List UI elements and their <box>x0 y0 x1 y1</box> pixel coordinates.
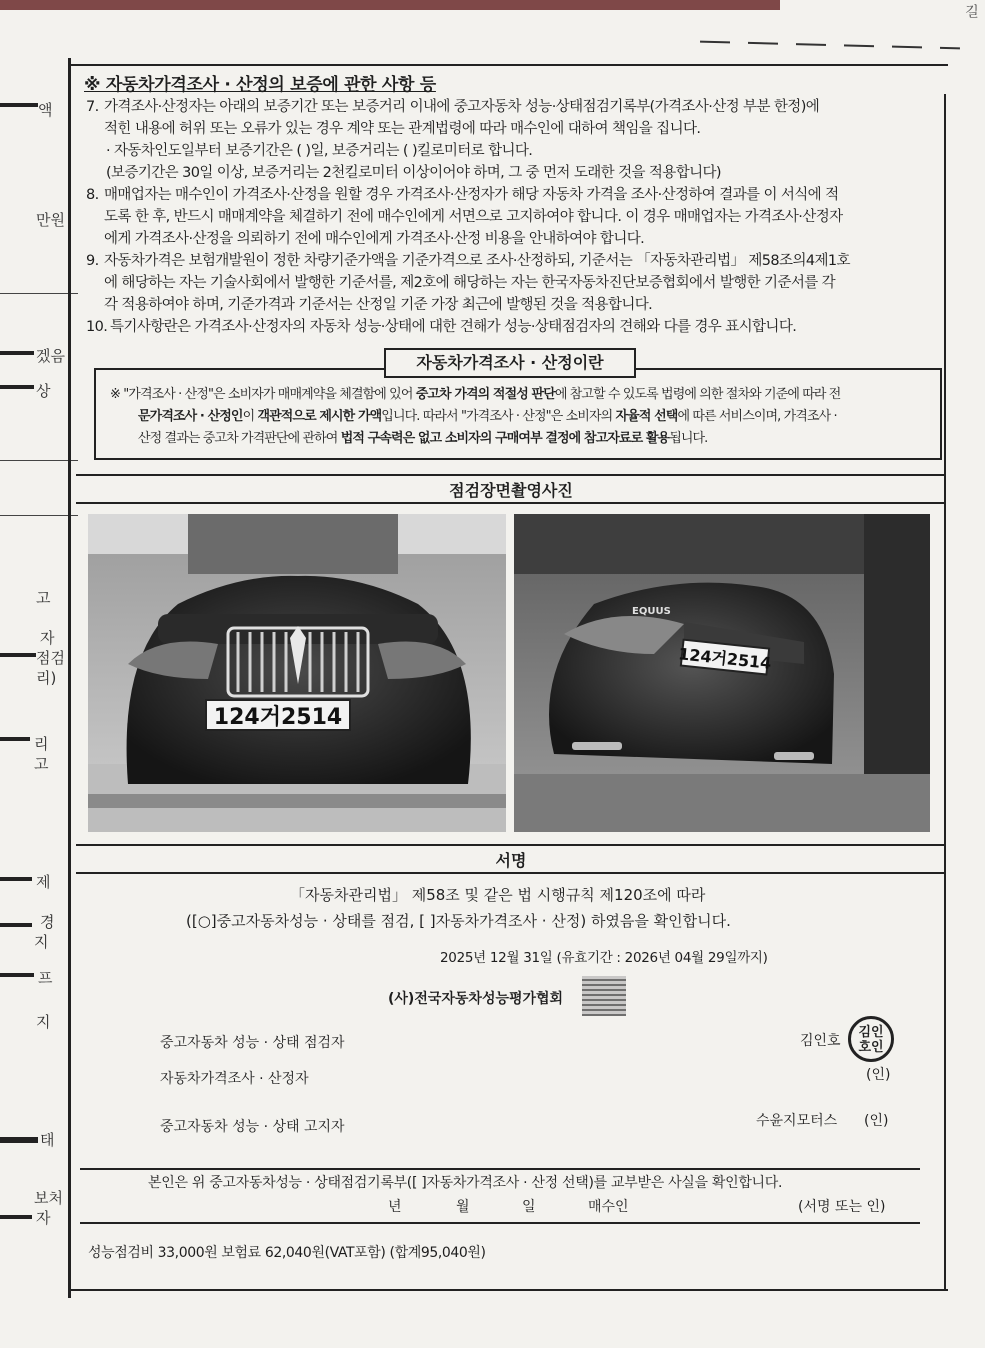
strip-text: 지 <box>34 933 49 951</box>
front-plate-text: 124거2514 <box>213 705 343 730</box>
item-number: 8. <box>86 187 99 203</box>
strip-text: 보처 <box>34 1189 63 1207</box>
strip-text: 만원 <box>36 211 65 229</box>
strip-rule <box>0 460 78 461</box>
redaction-bar <box>0 1215 32 1219</box>
def-text-part: 에 따른 서비스이며, 가격조사 · <box>677 409 837 424</box>
strip-rule <box>0 515 78 516</box>
strip-text: 자 <box>36 1209 51 1227</box>
def-text-part: ※ "가격조사 · 산정"은 소비자가 매매계약을 체결함에 있어 <box>110 387 416 402</box>
role-notifier: 중고자동차 성능 · 상태 고지자 <box>160 1119 345 1135</box>
redaction-bar <box>0 923 32 927</box>
redaction-bar <box>0 351 34 355</box>
strip-text: 경 <box>40 913 55 931</box>
inspector-seal-stamp <box>848 1016 894 1062</box>
def-text-bold: 자율적 선택 <box>615 409 678 424</box>
redaction-bar <box>0 653 36 657</box>
strip-text: 리) <box>36 669 57 687</box>
item-number: 7. <box>86 99 99 115</box>
notifier-seal-mark: (인) <box>864 1113 889 1129</box>
strip-text: 상 <box>36 382 51 400</box>
frame-bottom-rule <box>68 1289 948 1291</box>
def-text-part: 이 <box>242 409 258 424</box>
corner-text: 길 <box>963 4 979 18</box>
item-8 <box>86 184 944 250</box>
strip-text: 고 <box>36 589 51 607</box>
front-inspection-photo <box>88 514 506 832</box>
def-text-bold: 중고차 가격의 적절성 판단 <box>415 387 555 402</box>
section-rule <box>76 872 946 874</box>
strip-text: 태 <box>40 1131 55 1149</box>
def-text-bold: 법적 구속력은 없고 소비자의 구매여부 결정에 참고자료로 활용 <box>340 431 670 446</box>
photos-heading: 점검장면촬영사진 <box>449 481 573 500</box>
section-rule <box>76 844 946 846</box>
dashed-line <box>700 41 960 50</box>
receipt-day-label: 일 <box>522 1199 536 1215</box>
strip-text: 액 <box>38 101 53 119</box>
strip-text: 리 <box>34 735 49 753</box>
seal-text: 호인 <box>858 1040 884 1055</box>
item-number: 10. <box>86 319 108 335</box>
section-title: ※ 자동차가격조사 · 산정의 보증에 관한 사항 등 <box>84 75 436 95</box>
item-text: 매매업자는 매수인이 가격조사·산정을 원할 경우 가격조사·산정자가 해당 자동차 가격을 조사·산정하여 결과를 이 서식에 적 도록 한 후, 반드시 매매계약을 체결하기 전에 매수인에게 서면으로 고지하여야 합니다. 이 경우 매매업자는 가격조사·산정자 에게 가격조사·산정을 의뢰하기 전에 매수인에게 가격조사·산정 비용을 안내하여야 합니다. <box>104 187 843 247</box>
def-text-bold: 객관적으로 제시한 가액 <box>257 409 382 424</box>
definition-title: 자동차가격조사 · 산정이란 <box>384 348 636 378</box>
frame-right-rule <box>944 94 946 1290</box>
receipt-month-label: 월 <box>456 1199 470 1215</box>
item-number: 9. <box>86 253 99 269</box>
signature-heading: 서명 <box>495 851 527 870</box>
redaction-bar <box>0 385 34 389</box>
definition-text <box>110 384 930 450</box>
buyer-label: 매수인 <box>588 1199 629 1215</box>
receipt-statement: 본인은 위 중고자동차성능 · 상태점검기록부([ ]자동차가격조사 · 산정 선택)를 교부받은 사실을 확인합니다. <box>148 1175 783 1191</box>
redaction-bar <box>0 737 30 741</box>
item-10 <box>86 316 944 338</box>
inspection-confirmation: ([○]중고자동차성능 · 상태를 점검, [ ]자동차가격조사 · 산정) 하였음을 확인합니다. <box>186 912 731 930</box>
def-text-part: 입니다. 따라서 "가격조사 · 산정"은 소비자의 <box>381 409 616 424</box>
rear-inspection-photo <box>514 514 930 832</box>
redaction-bar <box>0 1137 38 1143</box>
item-text: 특기사항란은 가격조사·산정자의 자동차 성능·상태에 대한 견해가 성능·상태점검자의 견해와 다를 경우 표시합니다. <box>110 319 797 335</box>
strip-text: 고 <box>34 755 49 773</box>
notifier-name: 수윤지모터스 <box>756 1113 838 1129</box>
buyer-signature-field[interactable]: (서명 또는 인) <box>798 1199 886 1215</box>
item-9 <box>86 250 944 316</box>
section-rule <box>76 474 946 476</box>
def-text-part: 산정 결과는 중고차 가격판단에 관하여 <box>138 431 341 446</box>
receipt-year-label: 년 <box>388 1199 402 1215</box>
item-7 <box>86 96 944 140</box>
def-text-bold: 문가격조사 · 산정인 <box>138 409 243 424</box>
inspector-name: 김인호 <box>800 1033 841 1049</box>
legal-basis: 「자동차관리법」 제58조 및 같은 법 시행규칙 제120조에 따라 <box>290 886 706 904</box>
role-price-assessor: 자동차가격조사 · 산정자 <box>160 1071 309 1087</box>
item-7-sub: · 자동차인도일부터 보증기간은 ( )일, 보증거리는 ( )킬로미터로 합니다. (보증기간은 30일 이상, 보증거리는 2천킬로미터 이상이어야 하며, 그 중 먼저 도래한 것을 적용합니다) <box>106 143 721 181</box>
def-text-part: 에 참고할 수 있도록 법령에 의한 절차와 기준에 따라 전 <box>554 387 841 402</box>
assessor-seal-mark: (인) <box>866 1067 891 1083</box>
fee-summary: 성능점검비 33,000원 보험료 62,040원(VAT포함) (합계95,040원) <box>88 1245 486 1261</box>
role-inspector: 중고자동차 성능 · 상태 점검자 <box>160 1035 345 1051</box>
guarantee-items <box>86 96 944 338</box>
item-text: 자동차가격은 보험개발원이 정한 차량기준가액을 기준가격으로 조사·산정하되, 기준서는 「자동차관리법」 제58조의4제1호 에 해당하는 자는 기술사회에서 발행한 기준서를, 제2호에 해당하는 자는 한국자동차진단보증협회에서 발행한 기준서를 각 각 적용하여야 하며, 기준가격과 기준서는 산정일 기준 가장 최근에 발행된 것을 적용합니다. <box>104 253 850 313</box>
frame-top-rule <box>68 64 948 66</box>
strip-text: 제 <box>36 873 51 891</box>
association-name: (사)전국자동차성능평가협회 <box>388 991 564 1007</box>
strip-text: 자 <box>40 629 55 647</box>
strip-text: 점검 <box>36 649 65 667</box>
rear-badge-text: EQUUS <box>632 606 671 617</box>
rear-plate-text: 124거2514 <box>677 644 773 673</box>
redaction-bar <box>0 103 38 107</box>
association-seal-stamp <box>582 976 626 1016</box>
strip-text: 프 <box>38 969 53 987</box>
page-edge-shadow <box>0 0 780 10</box>
issue-date: 2025년 12월 31일 (유효기간 : 2026년 04월 29일까지) <box>440 950 768 966</box>
strip-text: 겠음 <box>36 347 65 365</box>
seal-text: 김인 <box>858 1025 884 1040</box>
strip-rule <box>0 293 78 294</box>
item-text: 가격조사·산정자는 아래의 보증기간 또는 보증거리 이내에 중고자동차 성능·상태점검기록부(가격조사·산정 부분 한정)에 적힌 내용에 허위 또는 오류가 있는 경우 계약 또는 관계법령에 따라 매수인에 대하여 책임을 집니다. <box>104 99 820 137</box>
strip-text: 지 <box>36 1013 51 1031</box>
def-text-part: 됩니다. <box>669 431 708 446</box>
redaction-bar <box>0 877 32 881</box>
redaction-bar <box>0 973 34 977</box>
section-rule <box>76 502 946 504</box>
